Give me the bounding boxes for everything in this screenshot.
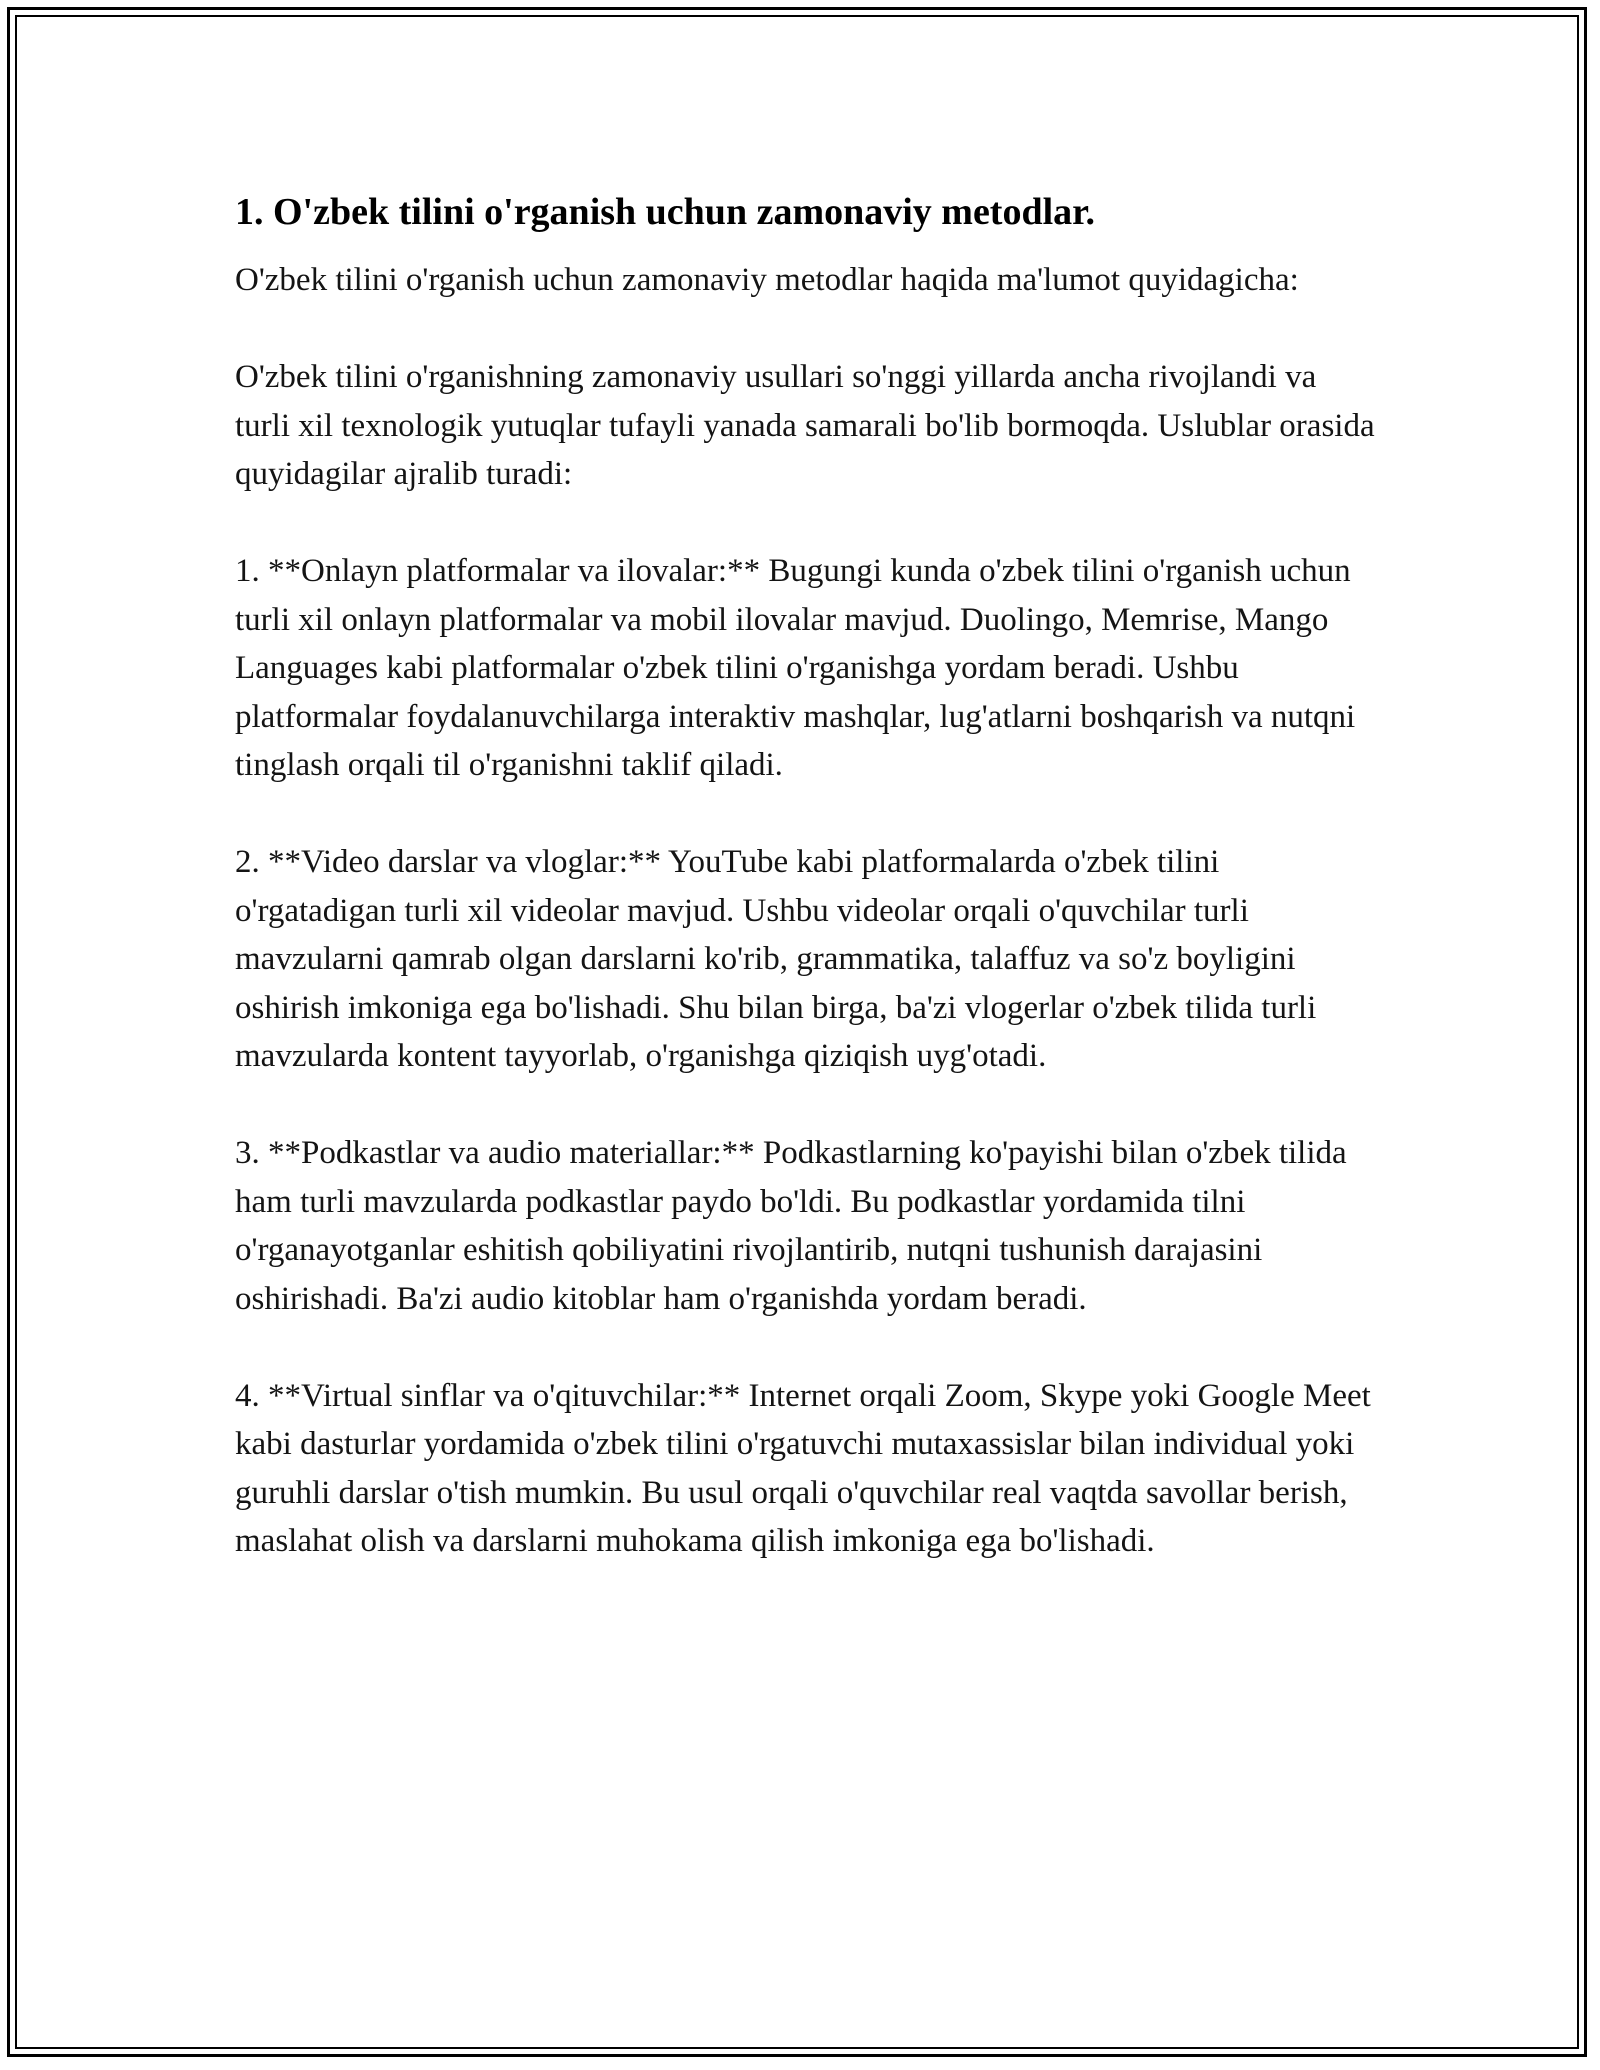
document-body [235,186,1375,1566]
page-title: 1. O'zbek tilini o'rganish uchun zamonaviy metodlar. [235,191,1096,233]
method-2-paragraph: 2. **Video darslar va vloglar:** YouTube kabi platformalarda o'zbek tilini o'rgatadigan turli xil videolar mavjud. Ushbu videolar orqali o'quvchilar turli mavzularni qamrab olgan darslarni ko'rib, grammatika, talaffuz va so'z boyligini oshirish imkoniga ega bo'lishadi. Shu bilan birga, ba'zi vlogerlar o'zbek tilida turli mavzularda kontent tayyorlab, o'rganishga qiziqish uyg'otadi. [235,844,1317,1074]
method-4-paragraph: 4. **Virtual sinflar va o'qituvchilar:** Internet orqali Zoom, Skype yoki Google Meet kabi dasturlar yordamida o'zbek tilini o'rgatuvchi mutaxassislar bilan individual yoki guruhli darslar o'tish mumkin. Bu usul orqali o'quvchilar real vaqtda savollar berish, maslahat olish va darslarni muhokama qilish imkoniga ega bo'lishadi. [235,1377,1371,1559]
method-3-paragraph: 3. **Podkastlar va audio materiallar:** Podkastlarning ko'payishi bilan o'zbek tilida ham turli mavzularda podkastlar paydo bo'ldi. Bu podkastlar yordamida tilni o'rganayotganlar eshitish qobiliyatini rivojlantirib, nutqni tushunish darajasini oshirishadi. Ba'zi audio kitoblar ham o'rganishda yordam beradi. [235,1135,1347,1317]
overview-paragraph: O'zbek tilini o'rganishning zamonaviy usullari so'nggi yillarda ancha rivojlandi va turli xil texnologik yutuqlar tufayli yanada samarali bo'lib bormoqda. Uslublar orasida quyidagilar ajralib turadi: [235,359,1375,492]
intro-paragraph: O'zbek tilini o'rganish uchun zamonaviy metodlar haqida ma'lumot quyidagicha: [235,262,1299,298]
method-1-paragraph: 1. **Onlayn platformalar va ilovalar:** Bugungi kunda o'zbek tilini o'rganish uchun turli xil onlayn platformalar va mobil ilovalar mavjud. Duolingo, Memrise, Mango Languages kabi platformalar o'zbek tilini o'rganishga yordam beradi. Ushbu platformalar foydalanuvchilarga interaktiv mashqlar, lug'atlarni boshqarish va nutqni tinglash orqali til o'rganishni taklif qiladi. [235,553,1356,783]
